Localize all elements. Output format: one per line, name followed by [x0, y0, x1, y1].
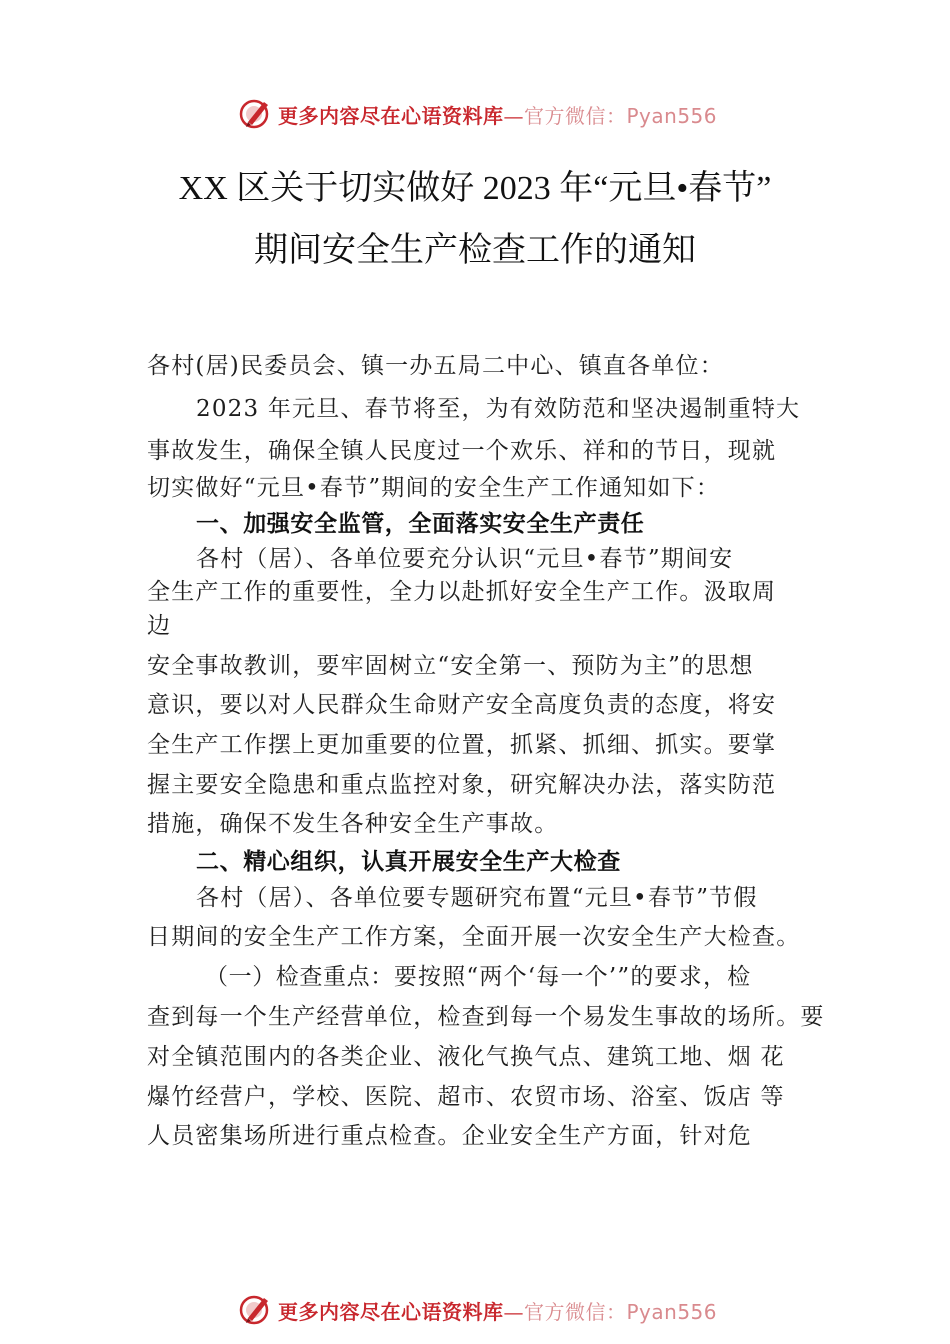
document-title-line-2: 期间安全生产检查工作的通知	[254, 232, 696, 269]
section-1-heading: 一、加强安全监管，全面落实安全生产责任	[196, 511, 645, 537]
section-1-line: 安全事故教训，要牢固树立“安全第一、预防为主”的思想	[147, 653, 754, 679]
salutation: 各村(居)民委员会、镇一办五局二中心、镇直各单位：	[147, 353, 724, 379]
pen-seal-icon	[238, 1292, 272, 1326]
section-2-line: 各村（居）、各单位要专题研究布置“元旦•春节”节假	[196, 885, 758, 911]
section-2-line: 日期间的安全生产工作方案，全面开展一次安全生产大检查。	[147, 924, 801, 950]
banner-dash: —	[503, 104, 524, 128]
section-1-line: 边	[147, 613, 172, 639]
intro-line: 事故发生，确保全镇人民度过一个欢乐、祥和的节日，现就	[147, 438, 777, 464]
banner-site-name: 更多内容尽在心语资料库	[278, 1300, 504, 1324]
subsection-1-line: 对全镇范围内的各类企业、液化气换气点、建筑工地、烟 花	[147, 1044, 785, 1070]
section-2-heading: 二、精心组织，认真开展安全生产大检查	[196, 849, 621, 875]
banner-wechat: 官方微信：Pyan556	[524, 104, 718, 128]
banner-wechat: 官方微信：Pyan556	[524, 1300, 718, 1324]
banner-text	[278, 100, 717, 129]
subsection-1-line: 爆竹经营户，学校、医院、超市、农贸市场、浴室、饭店 等	[147, 1084, 785, 1110]
banner-site-name: 更多内容尽在心语资料库	[278, 104, 504, 128]
subsection-1-text: 要按照“两个‘每一个’”的要求，检	[393, 964, 752, 990]
subsection-1-label: （一）检查重点：	[205, 964, 394, 990]
footer-banner	[0, 1290, 950, 1330]
subsection-1-line: 人员密集场所进行重点检查。企业安全生产方面，针对危	[147, 1123, 752, 1149]
subsection-1-line: 查到每一个生产经营单位，检查到每一个易发生事故的场所。要	[147, 1004, 825, 1030]
subsection-1-first-line	[205, 958, 751, 991]
section-1-line: 意识，要以对人民群众生命财产安全高度负责的态度，将安	[147, 692, 777, 718]
intro-line: 切实做好“元旦•春节”期间的安全生产工作通知如下：	[147, 475, 721, 501]
intro-line: 2023 年元旦、春节将至，为有效防范和坚决遏制重特大	[196, 396, 801, 422]
document-title-line-1: XX 区关于切实做好 2023 年“元旦•春节”	[178, 170, 772, 207]
header-banner	[0, 94, 950, 134]
section-1-line: 握主要安全隐患和重点监控对象，研究解决办法，落实防范	[147, 772, 777, 798]
pen-seal-icon	[238, 96, 272, 130]
banner-text	[278, 1296, 717, 1325]
section-1-line: 全生产工作摆上更加重要的位置，抓紧、抓细、抓实。要掌	[147, 732, 777, 758]
section-1-line: 措施，确保不发生各种安全生产事故。	[147, 811, 559, 837]
section-1-line: 全生产工作的重要性，全力以赴抓好安全生产工作。汲取周	[147, 579, 777, 605]
section-1-line: 各村（居）、各单位要充分认识“元旦•春节”期间安	[196, 546, 734, 572]
banner-dash: —	[503, 1300, 524, 1324]
